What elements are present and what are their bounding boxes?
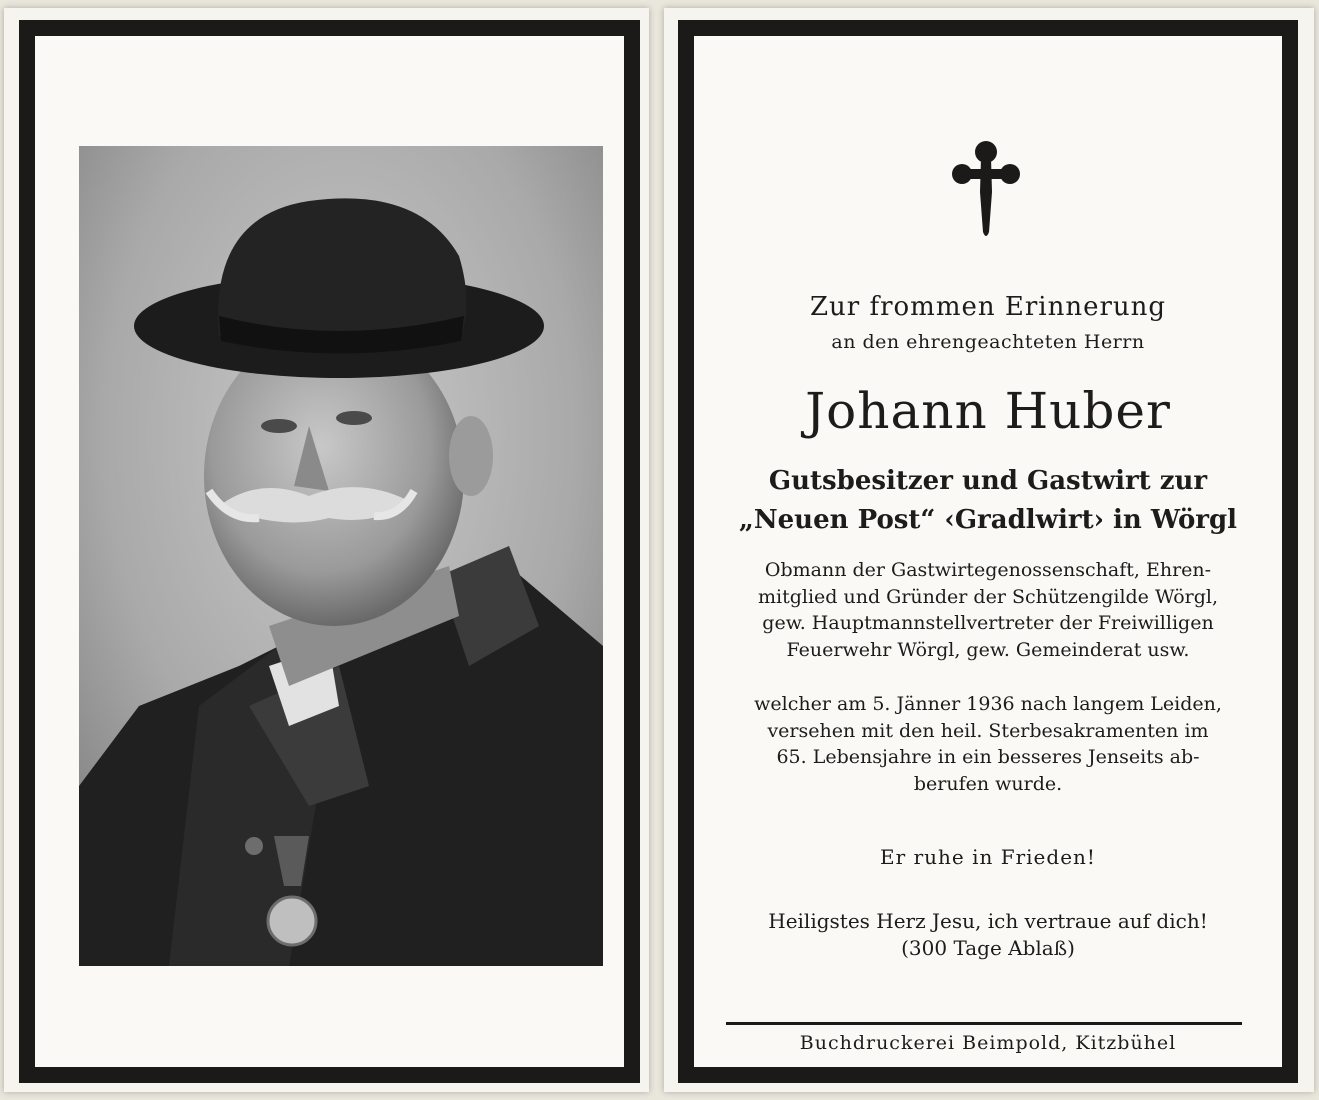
prayer-paragraph — [714, 908, 1262, 962]
death-line: berufen wurde. — [913, 772, 1063, 795]
title-line-2: „Neuen Post“ ‹Gradlwirt› in Wörgl — [738, 505, 1238, 535]
printer-credit: Buchdruckerei Beimpold, Kitzbühel — [799, 1032, 1177, 1054]
memorial-heading: Zur frommen Erinnerung — [809, 292, 1167, 322]
offices-line: gew. Hauptmannstellvertreter der Freiwilligen — [762, 612, 1214, 634]
right-panel — [664, 8, 1314, 1092]
death-line: 65. Lebensjahre in ein besseres Jenseits ab- — [776, 746, 1200, 768]
right-black-border — [678, 20, 1298, 1083]
offices-line: Feuerwehr Wörgl, gew. Gemeinderat usw. — [786, 638, 1190, 661]
prayer-line: Heiligstes Herz Jesu, ich vertraue auf dich! — [768, 909, 1208, 933]
death-line: versehen mit den heil. Sterbesakramenten im — [767, 719, 1209, 742]
rest-in-peace: Er ruhe in Frieden! — [880, 845, 1096, 869]
intro-line: an den ehrengeachteten Herrn — [831, 331, 1145, 353]
offices-line: Obmann der Gastwirtegenossenschaft, Ehren- — [764, 559, 1212, 581]
title-line-1: Gutsbesitzer und Gastwirt zur — [768, 466, 1208, 496]
cross-icon — [946, 132, 1026, 242]
death-paragraph — [714, 691, 1262, 797]
portrait-photo — [79, 146, 603, 966]
left-panel — [4, 8, 649, 1092]
death-line: welcher am 5. Jänner 1936 nach langem Leiden, — [754, 693, 1222, 715]
deceased-name: Johann Huber — [805, 382, 1171, 440]
left-black-border — [19, 20, 640, 1083]
offices-paragraph — [714, 557, 1262, 663]
divider-rule — [726, 1022, 1242, 1025]
offices-line: mitglied und Gründer der Schützengilde Wörgl, — [757, 585, 1219, 608]
prayer-line: (300 Tage Ablaß) — [901, 936, 1075, 960]
